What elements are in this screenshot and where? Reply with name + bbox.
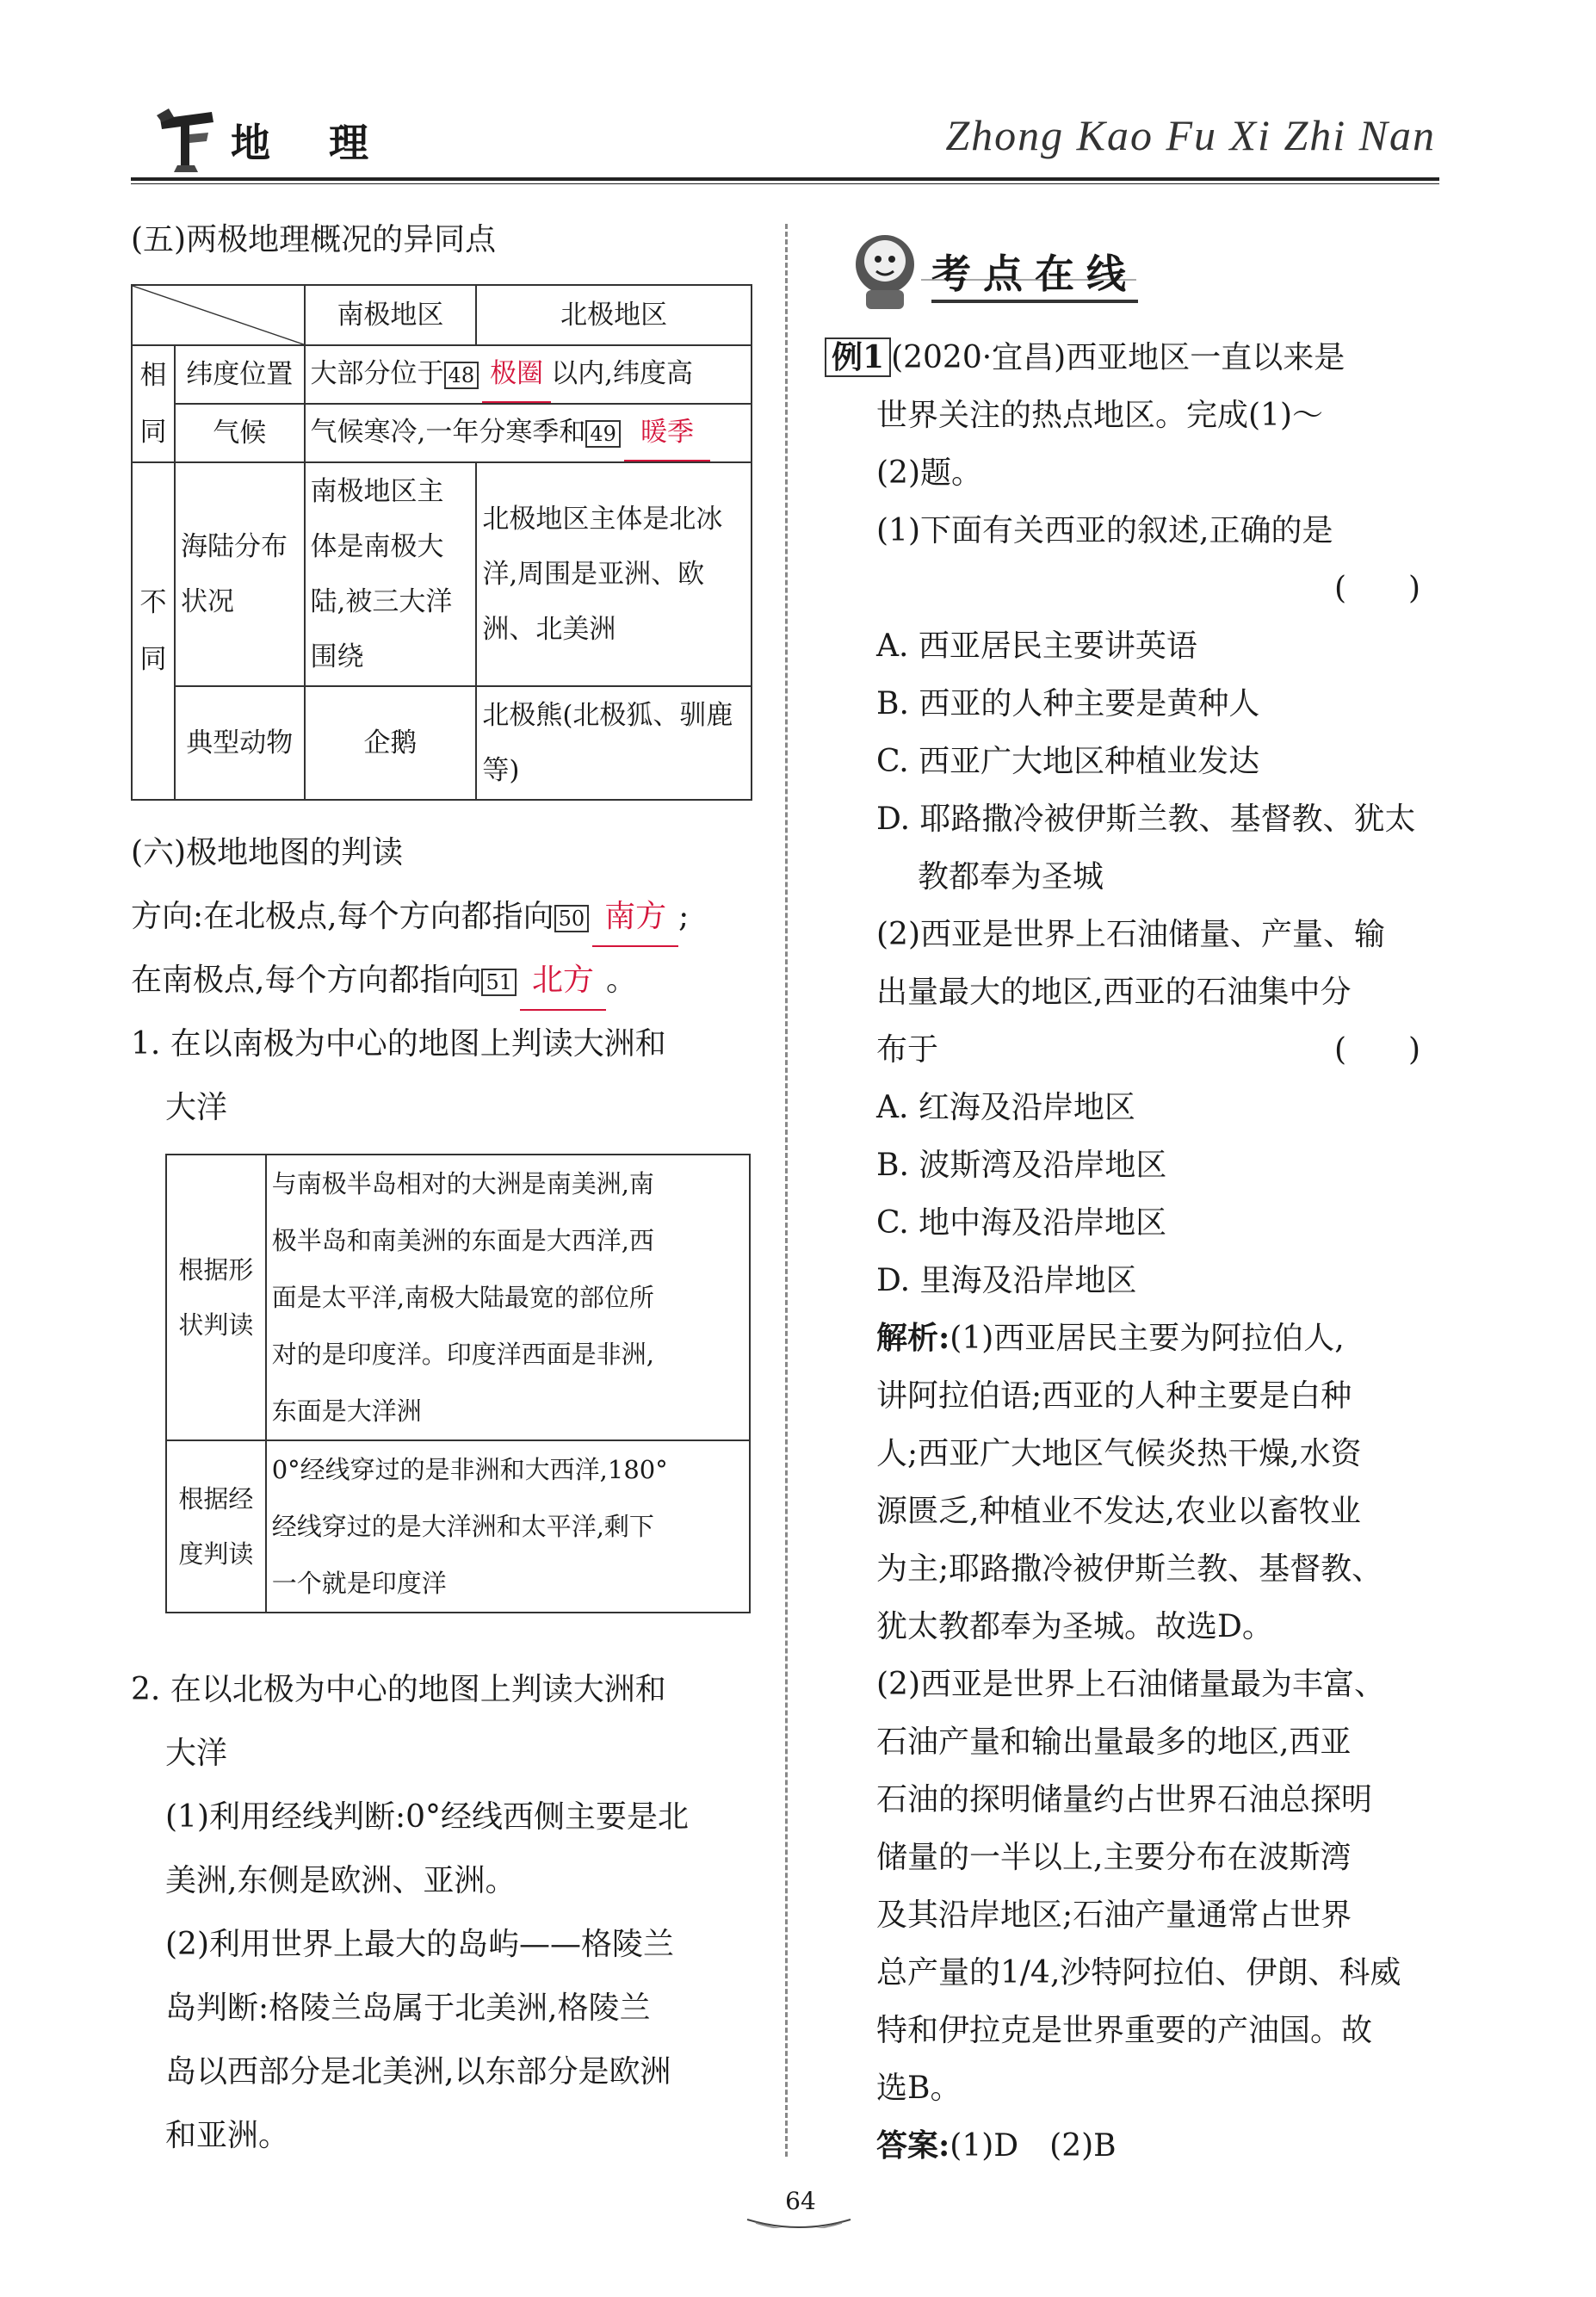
diff-label: 不同	[132, 462, 175, 800]
header-rule	[131, 177, 1439, 181]
badge-underline	[931, 300, 1138, 303]
analysis-line: 选B。	[876, 2071, 962, 2106]
direction-text-b: ;	[678, 899, 690, 934]
item2-line1: 2. 在以北极为中心的地图上判读大洲和	[131, 1672, 666, 1707]
longitude-line: 一个就是印度洋	[271, 1569, 447, 1598]
badge-title: 考点在线	[931, 251, 1138, 297]
shape-line: 与南极半岛相对的大洲是南美洲,南	[271, 1169, 654, 1198]
direction-line1	[131, 888, 689, 947]
signpost-logo-icon	[152, 103, 220, 176]
header-rule-thin	[131, 183, 1439, 184]
q2-option-c: C. 地中海及沿岸地区	[876, 1205, 1167, 1241]
q2-option-a: A. 红海及沿岸地区	[876, 1090, 1135, 1125]
item2-part2-line4: 和亚洲。	[165, 2118, 290, 2153]
question2-line3: 布于	[876, 1032, 939, 1068]
climate-answer: 暖季	[624, 405, 710, 461]
shape-line: 东面是大洋洲	[271, 1396, 422, 1426]
longitude-line: 0°经线穿过的是非洲和大西洋,180°	[271, 1455, 668, 1484]
q1-option-b: B. 西亚的人种主要是黄种人	[876, 686, 1260, 721]
question2-paren: ( )	[1334, 1032, 1421, 1068]
q1-option-a: A. 西亚居民主要讲英语	[876, 628, 1197, 664]
longitude-cell	[266, 1440, 750, 1613]
item2-part2-line3: 岛以西部分是北美洲,以东部分是欧洲	[165, 2054, 671, 2090]
direction-text-a: 方向:在北极点,每个方向都指向	[131, 899, 554, 934]
question1: (1)下面有关西亚的叙述,正确的是	[876, 513, 1333, 548]
direction-text-d: 。	[606, 963, 638, 998]
q1-option-d: D. 耶路撒冷被伊斯兰教、基督教、犹太	[876, 802, 1416, 837]
q1-option-d-cont: 教都奉为圣城	[918, 859, 1104, 895]
example-line3: (2)题。	[876, 455, 982, 491]
analysis-text: (1)西亚居民主要为阿拉伯人,	[950, 1321, 1345, 1356]
question2-line1: (2)西亚是世界上石油储量、产量、输	[876, 917, 1385, 952]
analysis-line: 源匮乏,种植业不发达,农业以畜牧业	[876, 1494, 1361, 1529]
header-subtitle: Zhong Kao Fu Xi Zhi Nan	[945, 111, 1436, 159]
analysis-line: 犹太教都奉为圣城。故选D。	[876, 1609, 1273, 1644]
animal-north: 北极熊(北极狐、驯鹿等)	[476, 686, 752, 800]
climate-text: 气候寒冷,一年分寒季和	[310, 417, 586, 448]
same-label: 相同	[132, 345, 175, 462]
col-header-north: 北极地区	[476, 285, 752, 345]
q1-option-c: C. 西亚广大地区种植业发达	[876, 744, 1260, 779]
item1-line2: 大洋	[165, 1090, 228, 1125]
q2-option-b: B. 波斯湾及沿岸地区	[876, 1148, 1167, 1183]
latitude-text-b: 以内,纬度高	[551, 358, 693, 389]
direction-num2: 51	[481, 969, 517, 996]
land-sea-label: 海陆分布状况	[175, 462, 305, 686]
analysis-line: 人;西亚广大地区气候炎热干燥,水资	[876, 1436, 1362, 1471]
land-sea-south: 南极地区主体是南极大陆,被三大洋围绕	[305, 462, 477, 686]
item2-part1-line1: (1)利用经线判断:0°经线西侧主要是北	[165, 1799, 690, 1835]
answer-label: 答案:	[876, 2127, 950, 2164]
page-number: 64	[785, 2187, 816, 2215]
section6-title: (六)极地地图的判读	[131, 835, 404, 870]
header-title: 地 理	[231, 120, 392, 166]
latitude-text-a: 大部分位于	[310, 358, 444, 389]
shape-line: 对的是印度洋。印度洋西面是非洲,	[271, 1340, 654, 1369]
latitude-cell	[305, 345, 752, 404]
diagonal-header-cell	[132, 285, 305, 345]
land-sea-north: 北极地区主体是北冰洋,周围是亚洲、欧洲、北美洲	[476, 462, 752, 686]
direction-answer1: 南方	[592, 888, 678, 947]
analysis-line: 特和伊拉克是世界重要的产油国。故	[876, 2013, 1373, 2048]
longitude-label: 根据经度判读	[166, 1440, 266, 1613]
item2-part2-line2: 岛判断:格陵兰岛属于北美洲,格陵兰	[165, 1991, 651, 2026]
analysis-line: 储量的一半以上,主要分布在波斯湾	[876, 1840, 1352, 1875]
analysis-line: (2)西亚是世界上石油储量最为丰富、	[876, 1667, 1385, 1702]
diagonal-line	[133, 286, 304, 344]
shape-line: 面是太平洋,南极大陆最宽的部位所	[271, 1283, 654, 1312]
example-line1	[825, 329, 1345, 387]
analysis-line: 石油产量和输出量最多的地区,西亚	[876, 1724, 1352, 1760]
analysis-line	[876, 1309, 1345, 1367]
answer-line	[876, 2117, 1117, 2175]
polar-comparison-table	[131, 284, 752, 801]
col-header-south: 南极地区	[305, 285, 477, 345]
shape-cell	[266, 1155, 750, 1440]
longitude-line: 经线穿过的是大洋洲和太平洋,剩下	[271, 1512, 654, 1541]
direction-num1: 50	[554, 905, 590, 932]
latitude-num: 48	[444, 362, 479, 389]
example-text1: (2020·宜昌)西亚地区一直以来是	[891, 340, 1345, 375]
item2-part1-line2: 美洲,东侧是欧洲、亚洲。	[165, 1863, 517, 1898]
analysis-line: 为主;耶路撒冷被伊斯兰教、基督教、	[876, 1551, 1383, 1587]
analysis-line: 讲阿拉伯语;西亚的人种主要是白种	[876, 1378, 1352, 1414]
example-tag: 例1	[825, 337, 891, 377]
analysis-line: 总产量的1/4,沙特阿拉伯、伊朗、科威	[876, 1955, 1401, 1991]
latitude-label: 纬度位置	[175, 345, 305, 404]
direction-answer2: 北方	[520, 952, 606, 1011]
shape-label: 根据形状判读	[166, 1155, 266, 1440]
animal-label: 典型动物	[175, 686, 305, 800]
analysis-line: 及其沿岸地区;石油产量通常占世界	[876, 1898, 1352, 1933]
q2-option-d: D. 里海及沿岸地区	[876, 1263, 1137, 1298]
item2-part2-line1: (2)利用世界上最大的岛屿——格陵兰	[165, 1927, 674, 1962]
question2-line2: 出量最大的地区,西亚的石油集中分	[876, 975, 1352, 1010]
direction-text-c: 在南极点,每个方向都指向	[131, 963, 482, 998]
section5-title: (五)两极地理概况的异同点	[131, 222, 497, 257]
animal-south: 企鹅	[305, 686, 477, 800]
analysis-label: 解析:	[876, 1320, 950, 1356]
climate-cell	[305, 404, 752, 462]
item1-line1: 1. 在以南极为中心的地图上判读大洲和	[131, 1026, 666, 1062]
direction-line2	[131, 952, 637, 1011]
latitude-answer: 极圈	[482, 346, 551, 403]
analysis-line: 石油的探明储量约占世界石油总探明	[876, 1782, 1373, 1817]
example-line2: 世界关注的热点地区。完成(1)～	[876, 398, 1323, 433]
climate-label: 气候	[175, 404, 305, 462]
shape-line: 极半岛和南美洲的东面是大西洋,西	[271, 1226, 654, 1255]
answer-text: (1)D (2)B	[950, 2128, 1117, 2164]
item2-line2: 大洋	[165, 1736, 228, 1771]
question1-paren: ( )	[1334, 571, 1421, 606]
south-pole-reading-table	[165, 1154, 751, 1613]
column-divider	[785, 224, 788, 2157]
climate-num: 49	[585, 420, 621, 448]
